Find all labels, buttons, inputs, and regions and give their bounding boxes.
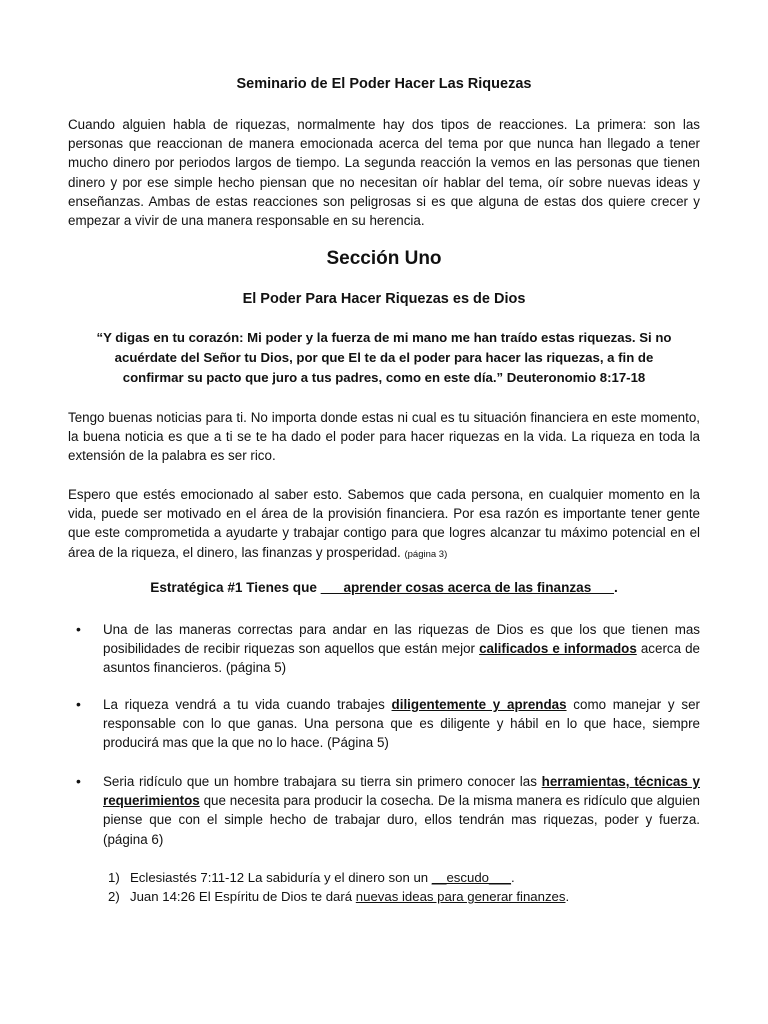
bullet-text: La riqueza vendrá a tu vida cuando trabajes (103, 697, 392, 712)
numbered-item (108, 868, 515, 887)
item-blank: nuevas ideas para generar finanzes (355, 889, 566, 904)
bullet-highlight: diligentemente y aprendas (391, 697, 567, 712)
hope-text: Espero que estés emocionado al saber esto. Sabemos que cada persona, en cualquier momento en la vida, puede ser motivado en el área de la provisión financiera. Por esa razón es importante tener gente que este comprometida a ayudarte y trabajar contigo para que logres alcanzar tu máximo potencial en el área de la riqueza, el dinero, las finanzas y prosperidad. (68, 487, 700, 560)
bullet-text: acerca de asuntos financieros. (página 5) (103, 641, 701, 676)
bullet-dot: • (76, 773, 81, 789)
bullet-dot: • (76, 696, 81, 712)
strategy-blank: ___aprender cosas acerca de las finanzas___ (320, 580, 614, 595)
section-heading: Sección Uno (326, 248, 442, 269)
section-subtitle: El Poder Para Hacer Riquezas es de Dios (242, 291, 526, 307)
strategy-prefix: Estratégica #1 Tienes que (150, 580, 321, 595)
item-text: . (565, 889, 570, 904)
bullet-text: que necesita para producir la cosecha. De la misma manera es ridículo que alguien piense que con el simple hecho de trabajar duro, ellos tendrán mas riquezas, poder y fuerza. (página 6) (103, 793, 700, 847)
document-title: Seminario de El Poder Hacer Las Riquezas (236, 76, 532, 92)
bullet-text: Seria ridículo que un hombre trabajara su tierra sin primero conocer las (103, 774, 542, 789)
intro-paragraph: Cuando alguien habla de riquezas, normalmente hay dos tipos de reacciones. La primera: son las personas que reaccionan de manera emocionada acerca del tema por que nunca han llegado a tener mucho dinero por periodos largos de tiempo. La segunda reacción la vemos en las personas que tienen dinero y por ese simple hecho piensan que no necesitan oír hablar del tema, oír sobre nuevas ideas y enseñanzas. Ambas de estas reacciones son peligrosas si es que alguna de estas dos quiere crecer y empezar a vivir de una manera responsable en su herencia. (68, 117, 700, 229)
item-text: . (511, 870, 515, 885)
bullet-item (103, 620, 700, 678)
bullet-item (103, 772, 700, 849)
item-number: 1) (108, 870, 120, 885)
scripture-quote: “Y digas en tu corazón: Mi poder y la fuerza de mi mano me han traído estas riquezas. Si no acuérdate del Señor tu Dios, por que El te da el poder para hacer las riquezas, a fin de confirmar su pacto que juro a tus padres, como en este día.” Deuteronomio 8:17-18 (96, 330, 672, 385)
item-text: Eclesiastés 7:11-12 La sabiduría y el dinero son un (130, 870, 432, 885)
item-blank: __escudo___ (431, 870, 511, 885)
strategy-suffix: . (613, 580, 618, 595)
item-number: 2) (108, 889, 120, 904)
page-reference: (página 3) (404, 548, 448, 560)
bullet-item (103, 695, 700, 753)
hope-paragraph (68, 485, 700, 564)
bullet-highlight: calificados e informados (479, 641, 637, 657)
bullet-text: como manejar y ser responsable con lo que ganas. Una persona que es diligente y hábil en lo que hace, siempre producirá mas que la que no lo hace. (Página 5) (103, 697, 700, 751)
bullet-highlight: herramientas, técnicas y requerimientos (103, 774, 700, 809)
bullet-text: Una de las maneras correctas para andar en las riquezas de Dios es que los que tienen mas posibilidades de recibir riquezas son aquellos que están mejor (103, 622, 700, 657)
bullet-dot: • (76, 621, 81, 637)
item-text: Juan 14:26 El Espíritu de Dios te dará (130, 889, 356, 904)
numbered-item (108, 887, 569, 906)
strategy-heading (0, 580, 768, 595)
good-news-paragraph: Tengo buenas noticias para ti. No importa donde estas ni cual es tu situación financiera en este momento, la buena noticia es que a ti se te ha dado el poder para hacer riquezas en la vida. La riqueza en toda la extensión de la palabra es ser rico. (68, 410, 700, 464)
